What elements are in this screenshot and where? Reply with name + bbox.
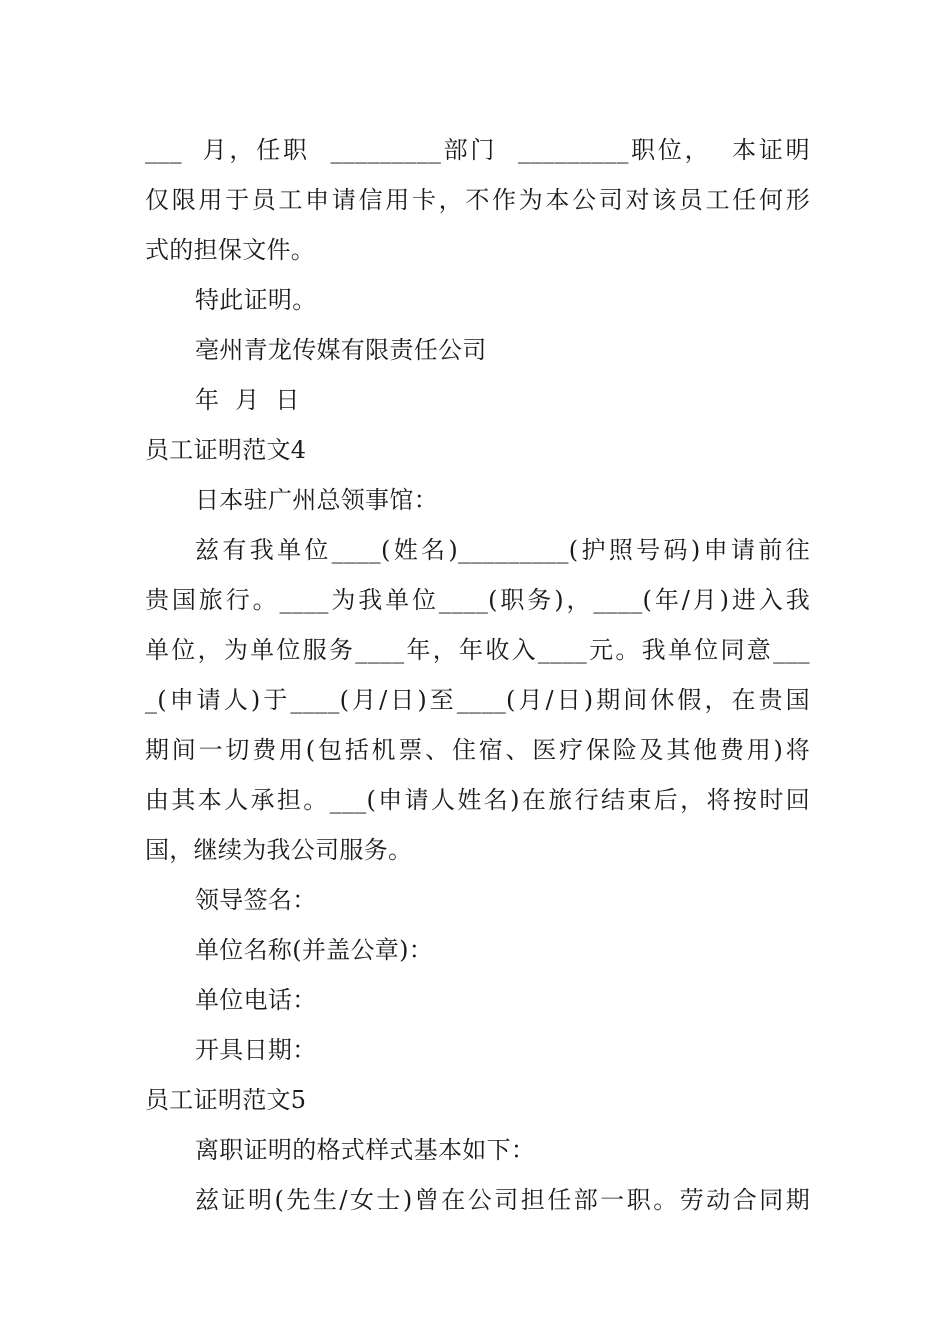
paragraph-line: 特此证明。 (195, 286, 317, 314)
salutation: 日本驻广州总领事馆： (195, 486, 438, 514)
paragraph-line: 由其本人承担。___(申请人姓名)在旅行结束后，将按时回 (145, 786, 810, 814)
paragraph-line: _(申请人)于____(月/日)至____(月/日)期间休假，在贵国 (145, 686, 810, 714)
issue-date-field-label: 开具日期： (195, 1036, 317, 1064)
paragraph-line: 国，继续为我公司服务。 (145, 836, 413, 864)
paragraph-line: 单位，为单位服务____年，年收入____元。我单位同意___ (145, 636, 810, 664)
paragraph-line: 兹证明(先生/女士)曾在公司担任部一职。劳动合同期 (195, 1186, 810, 1214)
paragraph-line: 离职证明的格式样式基本如下： (195, 1136, 536, 1164)
paragraph-line: 式的担保文件。 (145, 236, 316, 264)
unit-phone-field-label: 单位电话： (195, 986, 317, 1014)
section-heading: 员工证明范文5 (145, 1086, 307, 1114)
date-line: 年 月 日 (195, 386, 300, 414)
section-heading: 员工证明范文4 (145, 436, 307, 464)
paragraph-line: 兹有我单位____(姓名)_________(护照号码)申请前往 (195, 536, 810, 564)
unit-name-field-label: 单位名称(并盖公章)： (195, 936, 434, 964)
company-name: 亳州青龙传媒有限责任公司 (195, 336, 487, 364)
signature-field-label: 领导签名： (195, 886, 317, 914)
paragraph-line: 贵国旅行。____为我单位____(职务)，____(年/月)进入我 (145, 586, 810, 614)
paragraph-line: 期间一切费用(包括机票、住宿、医疗保险及其他费用)将 (145, 736, 810, 764)
paragraph-line: 仅限用于员工申请信用卡，不作为本公司对该员工任何形 (145, 186, 810, 214)
paragraph-line: ___ 月，任职 _________部门 _________职位， 本证明 (145, 136, 810, 164)
